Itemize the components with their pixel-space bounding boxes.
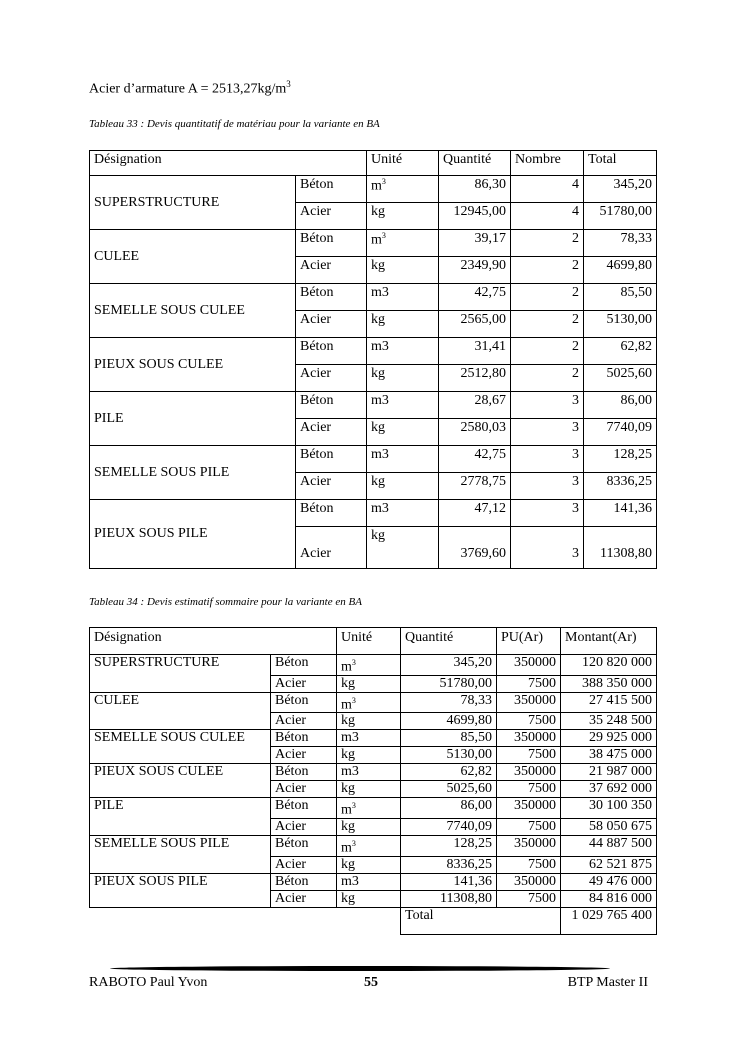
count-cell: 3 — [511, 500, 584, 527]
material-cell: Acier — [271, 890, 337, 907]
unit-text: m3 — [371, 447, 389, 462]
header-cell: Unité — [367, 151, 439, 176]
quantity-cell: 2565,00 — [439, 311, 511, 338]
amount-cell: 84 816 000 — [561, 890, 657, 907]
designation-cell: PIEUX SOUS CULEE — [90, 338, 296, 392]
header-cell: Quantité — [401, 628, 497, 655]
unit-cell — [337, 713, 401, 730]
amount-cell: 38 475 000 — [561, 747, 657, 764]
table-row — [90, 835, 657, 856]
designation-cell: PILE — [90, 798, 271, 836]
header-cell: Désignation — [90, 628, 337, 655]
table-row — [90, 338, 657, 365]
unit-text: m3 — [371, 393, 389, 408]
intro-line — [89, 79, 291, 98]
unit-price-cell: 350000 — [497, 655, 561, 676]
material-cell: Acier — [296, 419, 367, 446]
unit-text: kg — [341, 890, 355, 906]
quantity-cell: 86,30 — [439, 176, 511, 203]
count-cell: 2 — [511, 365, 584, 392]
table34-caption: Tableau 34 : Devis estimatif sommaire pour la variante en BA — [89, 596, 362, 608]
table-row — [90, 176, 657, 203]
unit-text: m3 — [341, 873, 359, 889]
quantity-cell: 4699,80 — [401, 713, 497, 730]
total-row — [90, 907, 657, 934]
unit-cell — [337, 818, 401, 835]
quantity-cell: 85,50 — [401, 730, 497, 747]
unit-text: m — [341, 697, 352, 713]
unit-price-cell: 7500 — [497, 747, 561, 764]
table33-caption: Tableau 33 : Devis quantitatif de matériau pour la variante en BA — [89, 118, 380, 130]
unit-cell — [367, 500, 439, 527]
material-cell: Béton — [271, 835, 337, 856]
material-cell: Acier — [271, 675, 337, 692]
material-cell: Béton — [296, 230, 367, 257]
unit-text: m3 — [371, 339, 389, 354]
amount-cell: 49 476 000 — [561, 873, 657, 890]
total-cell: 5025,60 — [584, 365, 657, 392]
unit-cell — [367, 257, 439, 284]
unit-text: kg — [371, 366, 385, 381]
unit-text: kg — [371, 474, 385, 489]
amount-cell: 44 887 500 — [561, 835, 657, 856]
unit-price-cell: 7500 — [497, 675, 561, 692]
quantity-cell: 78,33 — [401, 692, 497, 713]
intro-text: Acier d’armature A = 2513,27kg/m — [89, 81, 287, 97]
unit-cell — [367, 284, 439, 311]
total-cell: 62,82 — [584, 338, 657, 365]
total-cell: 7740,09 — [584, 419, 657, 446]
quantity-cell: 2349,90 — [439, 257, 511, 284]
unit-cell — [337, 890, 401, 907]
unit-cell — [367, 230, 439, 257]
intro-exponent: 3 — [286, 79, 291, 89]
material-cell: Béton — [271, 730, 337, 747]
unit-text: kg — [341, 818, 355, 834]
unit-cell — [367, 419, 439, 446]
unit-text: m3 — [341, 730, 359, 746]
material-cell: Béton — [296, 446, 367, 473]
quantity-cell: 11308,80 — [401, 890, 497, 907]
table-row — [90, 655, 657, 676]
total-cell: 11308,80 — [584, 527, 657, 569]
quantity-cell: 3769,60 — [439, 527, 511, 569]
material-cell: Acier — [271, 747, 337, 764]
quantity-cell: 2580,03 — [439, 419, 511, 446]
table-row — [90, 692, 657, 713]
count-cell: 2 — [511, 284, 584, 311]
unit-cell — [337, 764, 401, 781]
total-cell: 51780,00 — [584, 203, 657, 230]
header-cell: Nombre — [511, 151, 584, 176]
total-value: 1 029 765 400 — [561, 907, 657, 934]
amount-cell: 21 987 000 — [561, 764, 657, 781]
designation-cell: PIEUX SOUS PILE — [90, 500, 296, 569]
designation-cell: PILE — [90, 392, 296, 446]
unit-text: m — [371, 232, 382, 248]
unit-price-cell: 350000 — [497, 692, 561, 713]
unit-exponent: 3 — [351, 695, 356, 705]
total-cell: 345,20 — [584, 176, 657, 203]
table-header-row — [90, 628, 657, 655]
designation-cell: SUPERSTRUCTURE — [90, 655, 271, 693]
quantity-cell: 62,82 — [401, 764, 497, 781]
total-cell: 128,25 — [584, 446, 657, 473]
unit-text: m — [341, 802, 352, 818]
footer-rule — [110, 966, 610, 971]
quantity-cell: 2778,75 — [439, 473, 511, 500]
designation-cell: SEMELLE SOUS PILE — [90, 446, 296, 500]
designation-cell: SEMELLE SOUS PILE — [90, 835, 271, 873]
material-cell: Acier — [296, 365, 367, 392]
total-cell: 141,36 — [584, 500, 657, 527]
table-row — [90, 798, 657, 819]
amount-cell: 388 350 000 — [561, 675, 657, 692]
material-cell: Acier — [271, 713, 337, 730]
unit-cell — [337, 655, 401, 676]
unit-cell — [367, 311, 439, 338]
table-header-row — [90, 151, 657, 176]
unit-cell — [367, 338, 439, 365]
footer-author: RABOTO Paul Yvon — [89, 975, 208, 990]
unit-cell — [337, 873, 401, 890]
count-cell: 2 — [511, 338, 584, 365]
material-cell: Béton — [296, 500, 367, 527]
unit-price-cell: 7500 — [497, 713, 561, 730]
header-cell: Quantité — [439, 151, 511, 176]
unit-text: m — [341, 659, 352, 675]
quantity-cell: 28,67 — [439, 392, 511, 419]
unit-cell — [337, 781, 401, 798]
total-cell: 86,00 — [584, 392, 657, 419]
unit-text: kg — [341, 781, 355, 797]
material-cell: Acier — [271, 818, 337, 835]
designation-cell: PIEUX SOUS PILE — [90, 873, 271, 907]
total-cell: 8336,25 — [584, 473, 657, 500]
quantity-cell: 128,25 — [401, 835, 497, 856]
unit-text: m3 — [371, 285, 389, 300]
table33 — [89, 150, 657, 569]
unit-cell — [337, 856, 401, 873]
quantity-cell: 2512,80 — [439, 365, 511, 392]
unit-cell — [367, 203, 439, 230]
material-cell: Acier — [296, 257, 367, 284]
header-cell: PU(Ar) — [497, 628, 561, 655]
material-cell: Acier — [296, 527, 367, 569]
amount-cell: 35 248 500 — [561, 713, 657, 730]
quantity-cell: 7740,09 — [401, 818, 497, 835]
amount-cell: 30 100 350 — [561, 798, 657, 819]
unit-text: kg — [341, 747, 355, 763]
amount-cell: 29 925 000 — [561, 730, 657, 747]
unit-price-cell: 7500 — [497, 856, 561, 873]
material-cell: Béton — [271, 873, 337, 890]
total-cell: 85,50 — [584, 284, 657, 311]
material-cell: Béton — [271, 692, 337, 713]
unit-exponent: 3 — [381, 177, 386, 186]
count-cell: 3 — [511, 473, 584, 500]
unit-exponent: 3 — [381, 231, 386, 240]
total-cell: 4699,80 — [584, 257, 657, 284]
unit-price-cell: 7500 — [497, 818, 561, 835]
designation-cell: CULEE — [90, 230, 296, 284]
unit-price-cell: 350000 — [497, 764, 561, 781]
unit-exponent: 3 — [351, 801, 356, 811]
count-cell: 3 — [511, 392, 584, 419]
unit-cell — [337, 730, 401, 747]
unit-cell — [367, 176, 439, 203]
unit-exponent: 3 — [351, 838, 356, 848]
page-number: 55 — [364, 975, 378, 990]
quantity-cell: 51780,00 — [401, 675, 497, 692]
table-row — [90, 730, 657, 747]
material-cell: Béton — [296, 284, 367, 311]
material-cell: Béton — [271, 764, 337, 781]
unit-cell — [337, 675, 401, 692]
material-cell: Acier — [271, 781, 337, 798]
table-row — [90, 446, 657, 473]
quantity-cell: 42,75 — [439, 446, 511, 473]
total-cell: 78,33 — [584, 230, 657, 257]
unit-price-cell: 350000 — [497, 873, 561, 890]
quantity-cell: 31,41 — [439, 338, 511, 365]
amount-cell: 120 820 000 — [561, 655, 657, 676]
unit-text: m — [341, 840, 352, 856]
unit-text: kg — [371, 312, 385, 327]
material-cell: Acier — [296, 473, 367, 500]
unit-cell — [337, 798, 401, 819]
unit-text: m — [371, 178, 382, 194]
quantity-cell: 47,12 — [439, 500, 511, 527]
quantity-cell: 39,17 — [439, 230, 511, 257]
unit-cell — [337, 747, 401, 764]
count-cell: 2 — [511, 257, 584, 284]
unit-price-cell: 350000 — [497, 730, 561, 747]
designation-cell: SEMELLE SOUS CULEE — [90, 730, 271, 764]
table-row — [90, 500, 657, 527]
quantity-cell: 8336,25 — [401, 856, 497, 873]
material-cell: Béton — [296, 392, 367, 419]
unit-exponent: 3 — [351, 658, 356, 667]
header-cell: Total — [584, 151, 657, 176]
header-cell: Montant(Ar) — [561, 628, 657, 655]
amount-cell: 37 692 000 — [561, 781, 657, 798]
material-cell: Béton — [271, 798, 337, 819]
count-cell: 3 — [511, 419, 584, 446]
quantity-cell: 5025,60 — [401, 781, 497, 798]
unit-text: kg — [341, 856, 355, 872]
unit-cell — [367, 365, 439, 392]
count-cell: 4 — [511, 176, 584, 203]
unit-cell — [367, 446, 439, 473]
unit-cell — [367, 527, 439, 569]
unit-price-cell: 7500 — [497, 781, 561, 798]
quantity-cell: 42,75 — [439, 284, 511, 311]
table-row — [90, 764, 657, 781]
unit-price-cell: 350000 — [497, 835, 561, 856]
material-cell: Acier — [296, 311, 367, 338]
amount-cell: 58 050 675 — [561, 818, 657, 835]
count-cell: 3 — [511, 446, 584, 473]
quantity-cell: 345,20 — [401, 655, 497, 676]
unit-cell — [337, 835, 401, 856]
material-cell: Béton — [271, 655, 337, 676]
unit-text: kg — [371, 528, 385, 543]
count-cell: 2 — [511, 230, 584, 257]
table-row — [90, 284, 657, 311]
unit-price-cell: 7500 — [497, 890, 561, 907]
material-cell: Béton — [296, 176, 367, 203]
unit-cell — [367, 392, 439, 419]
table-row — [90, 392, 657, 419]
unit-text: kg — [371, 420, 385, 435]
designation-cell: CULEE — [90, 692, 271, 730]
header-cell: Désignation — [90, 151, 367, 176]
unit-text: kg — [371, 258, 385, 273]
material-cell: Acier — [271, 856, 337, 873]
unit-text: kg — [341, 675, 355, 691]
count-cell: 3 — [511, 527, 584, 569]
total-spacer — [90, 907, 401, 934]
unit-text: m3 — [371, 501, 389, 516]
unit-text: m3 — [341, 764, 359, 780]
unit-text: kg — [371, 204, 385, 219]
unit-cell — [367, 473, 439, 500]
material-cell: Acier — [296, 203, 367, 230]
unit-text: kg — [341, 713, 355, 729]
header-cell: Unité — [337, 628, 401, 655]
amount-cell: 27 415 500 — [561, 692, 657, 713]
quantity-cell: 86,00 — [401, 798, 497, 819]
table34 — [89, 627, 657, 935]
table-row — [90, 873, 657, 890]
total-label: Total — [401, 907, 561, 934]
designation-cell: SEMELLE SOUS CULEE — [90, 284, 296, 338]
unit-cell — [337, 692, 401, 713]
total-cell: 5130,00 — [584, 311, 657, 338]
footer-course: BTP Master II — [567, 975, 648, 990]
table-row — [90, 230, 657, 257]
unit-price-cell: 350000 — [497, 798, 561, 819]
quantity-cell: 5130,00 — [401, 747, 497, 764]
count-cell: 2 — [511, 311, 584, 338]
material-cell: Béton — [296, 338, 367, 365]
amount-cell: 62 521 875 — [561, 856, 657, 873]
designation-cell: SUPERSTRUCTURE — [90, 176, 296, 230]
designation-cell: PIEUX SOUS CULEE — [90, 764, 271, 798]
quantity-cell: 12945,00 — [439, 203, 511, 230]
count-cell: 4 — [511, 203, 584, 230]
quantity-cell: 141,36 — [401, 873, 497, 890]
